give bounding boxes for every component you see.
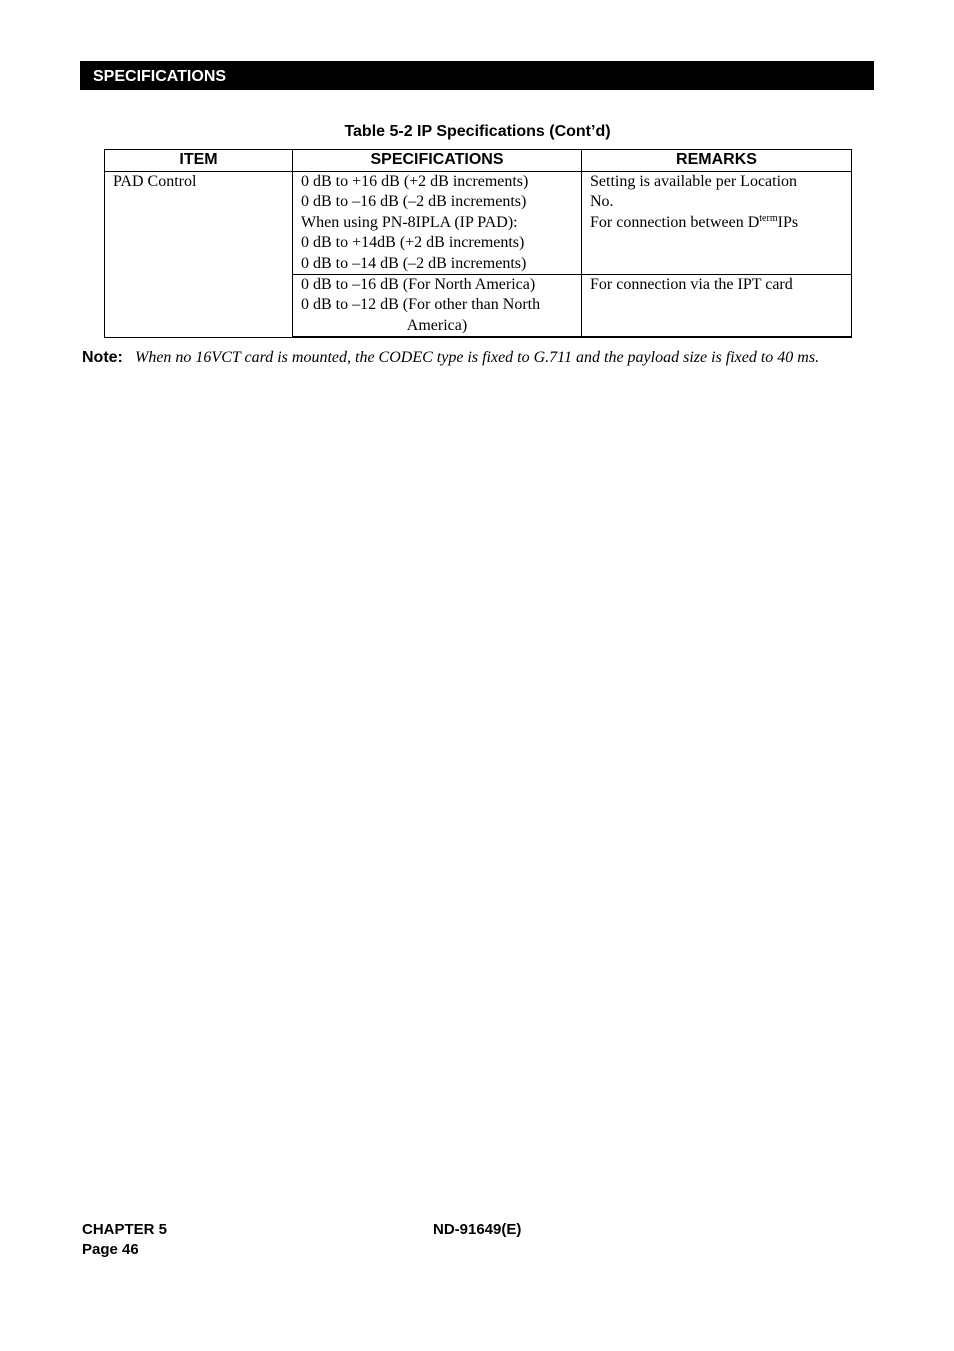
ip-specifications-table [104,149,852,338]
specifications-cell [293,172,582,275]
note-text: When no 16VCT card is mounted, the CODEC type is fixed to G.711 and the payload size is fixed to 40 ms. [135,349,820,366]
remarks-cell [582,172,852,275]
section-title: SPECIFICATIONS [93,68,227,85]
spec-line: When using PN-8IPLA (IP PAD): [301,213,518,231]
table-row [105,172,852,275]
item-label: PAD Control [113,173,197,190]
note-label: Note: [82,349,123,366]
column-header-item: ITEM [105,150,293,172]
footer-document-number: ND-91649(E) [433,1221,522,1238]
spec-line: 0 dB to –16 dB (–2 dB increments) [301,193,527,211]
spec-line: 0 dB to –16 dB (For North America) [301,276,536,294]
remarks-superscript: term [759,212,778,224]
footer-page-number: Page 46 [82,1241,139,1258]
remarks-line: For connection via the IPT card [590,276,793,294]
table-caption: Table 5-2 IP Specifications (Cont’d) [344,123,611,140]
spec-line: 0 dB to +16 dB (+2 dB increments) [301,173,529,190]
table-header-row [105,150,852,172]
remarks-line: Setting is available per Location [590,173,798,190]
remarks-cell [582,275,852,338]
spec-line: 0 dB to –14 dB (–2 dB increments) [301,254,527,272]
column-header-remarks: REMARKS [582,150,852,172]
remarks-line-dterm [590,213,843,233]
section-header-bar [80,61,874,90]
spec-line: 0 dB to –12 dB (For other than North [301,296,541,314]
remarks-line: No. [590,193,614,211]
remarks-suffix: IPs [777,213,799,231]
spec-line: 0 dB to +14dB (+2 dB increments) [301,234,525,252]
note [82,348,871,368]
remarks-prefix: For connection between D [590,213,760,231]
footer-chapter: CHAPTER 5 [82,1221,168,1238]
specifications-cell [293,275,582,338]
spec-line: America) [406,316,468,334]
item-cell-pad-control [105,172,293,338]
column-header-specifications: SPECIFICATIONS [293,150,582,172]
